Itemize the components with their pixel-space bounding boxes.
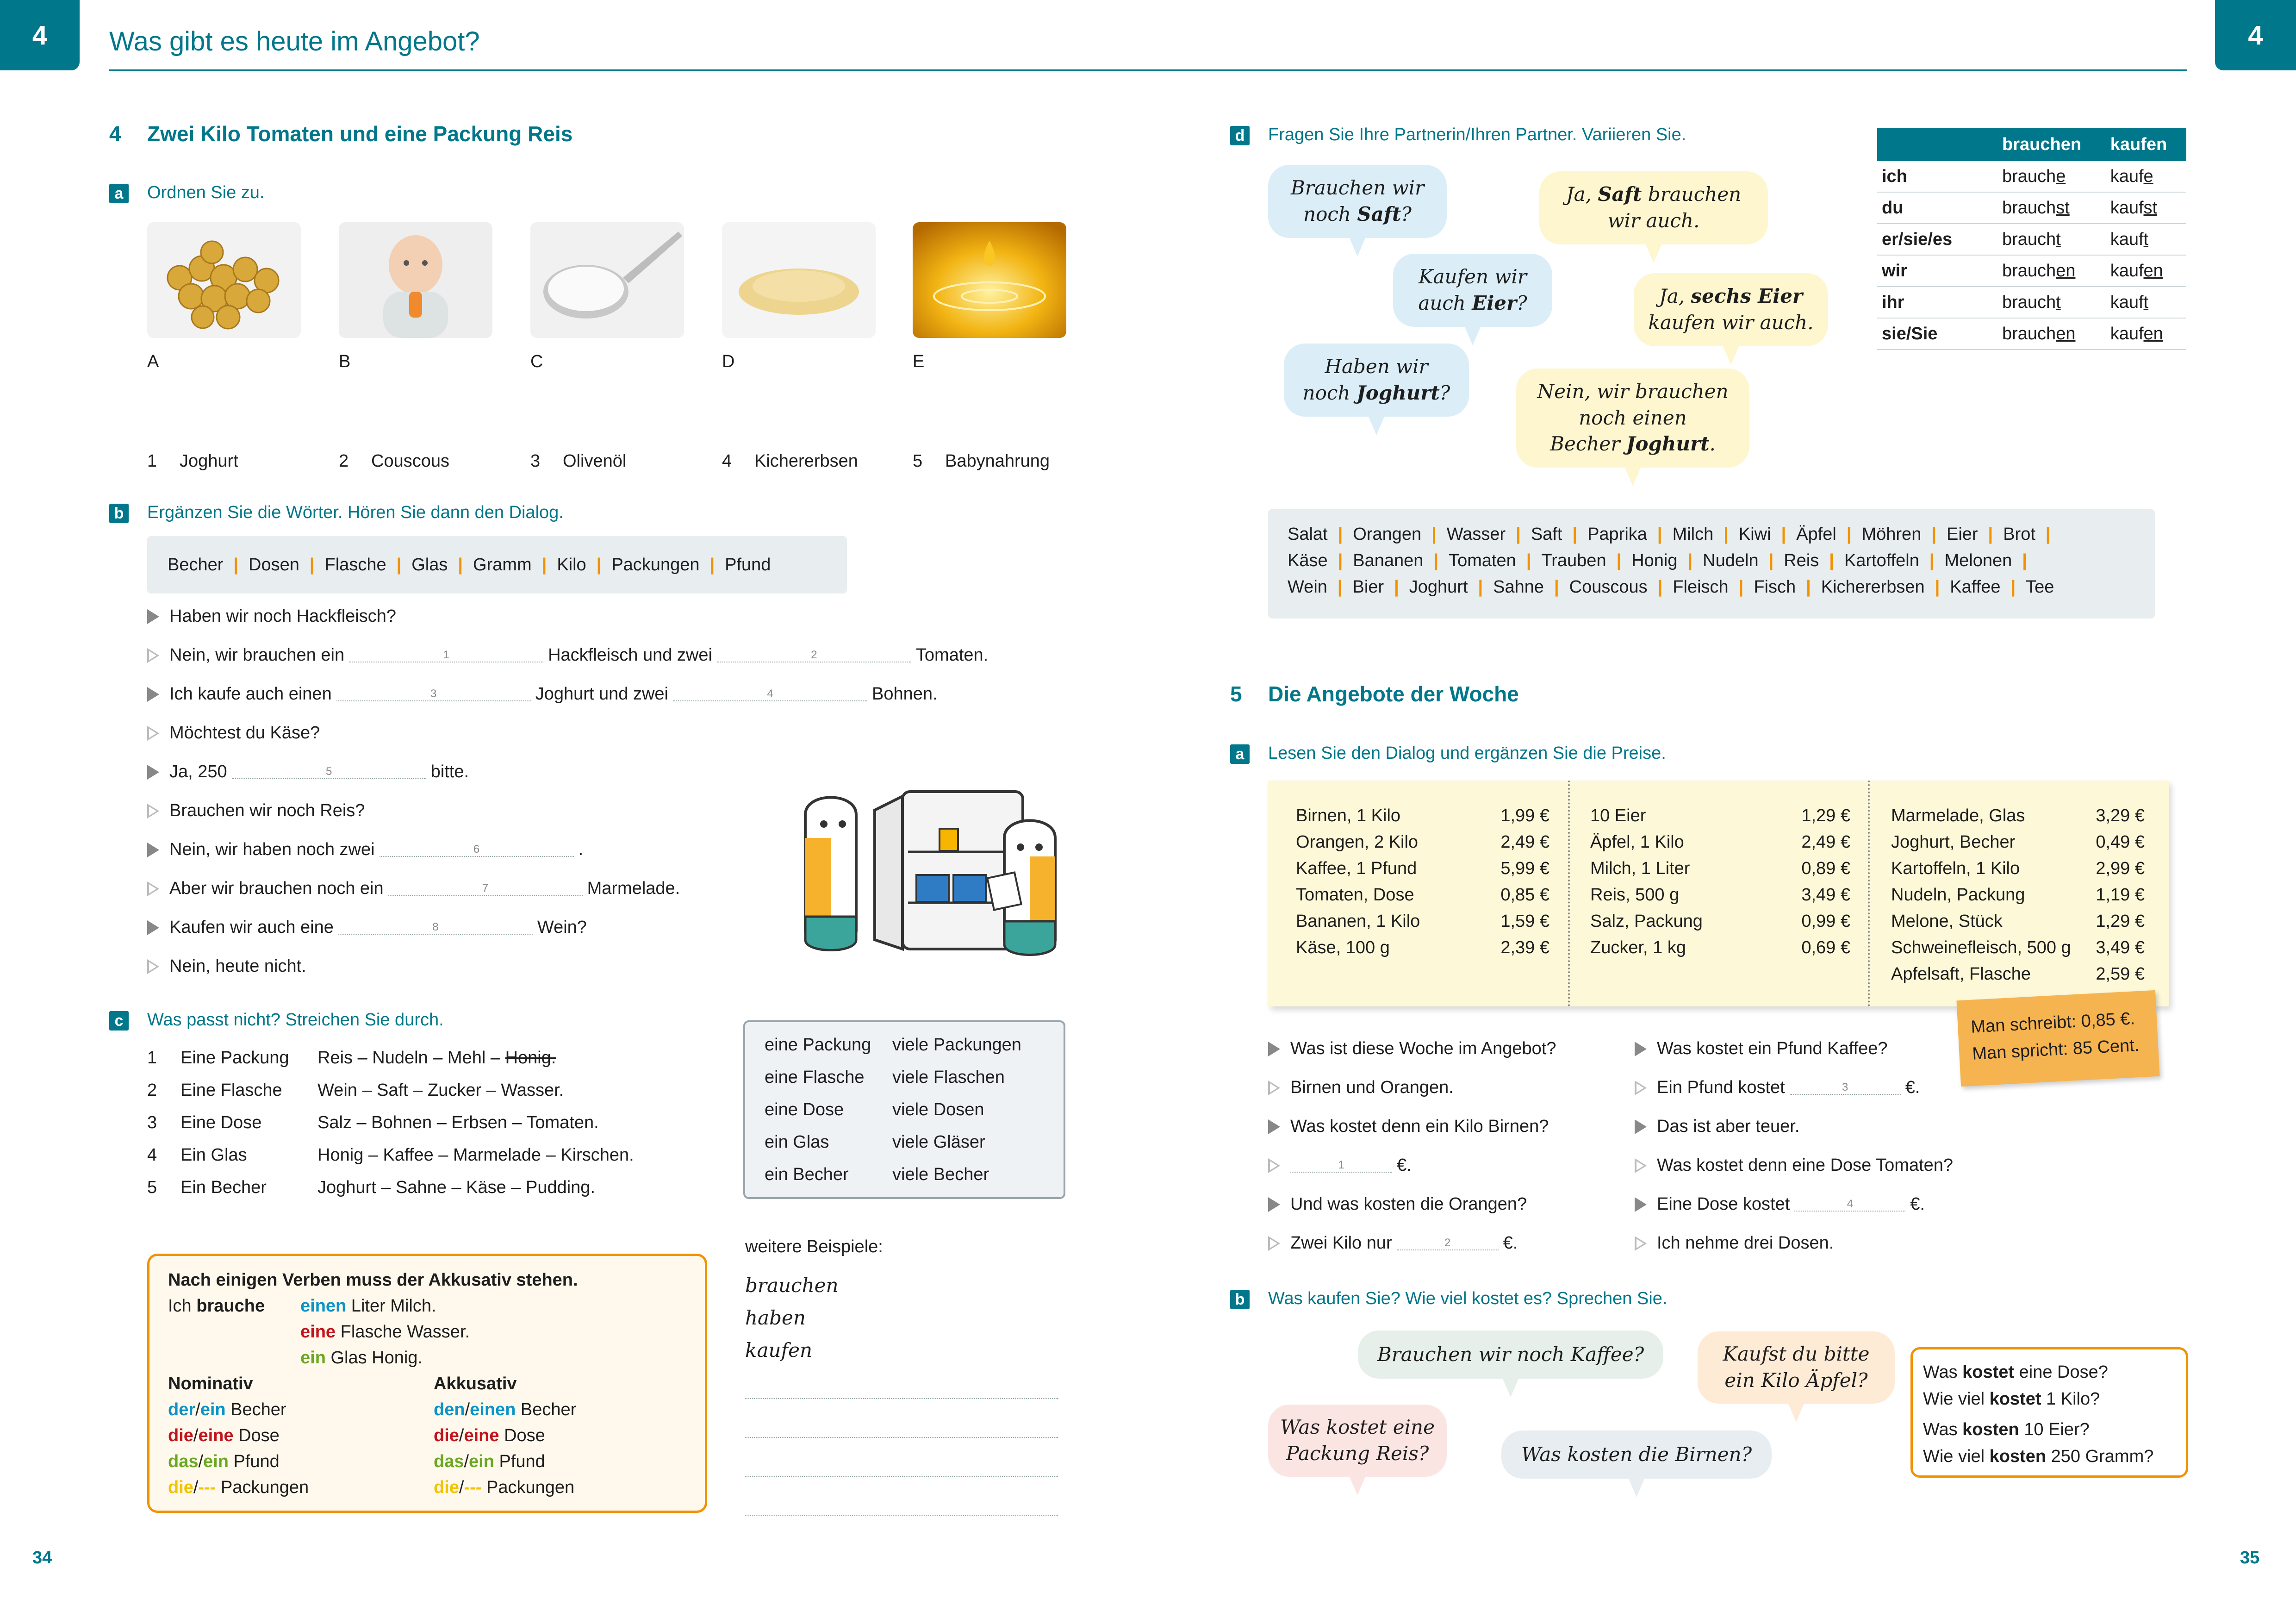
blank-input[interactable]: 3 bbox=[336, 687, 531, 701]
dialog-line: Möchtest du Käse? bbox=[147, 723, 320, 743]
blank-input[interactable]: 6 bbox=[380, 843, 574, 857]
blank-input[interactable]: 7 bbox=[388, 882, 583, 896]
task-instruction: Was kaufen Sie? Wie viel kostet es? Sprechen Sie. bbox=[1268, 1289, 1668, 1308]
question-box bbox=[1910, 1347, 2188, 1478]
speech-bubble-question: Kaufen wir auch Eier? bbox=[1393, 254, 1552, 327]
struck-word[interactable]: Honig. bbox=[505, 1048, 556, 1068]
blank-input[interactable]: 1 bbox=[349, 649, 543, 662]
speech-bubble-answer: Nein, wir brauchen noch einen Becher Joghurt. bbox=[1516, 369, 1749, 468]
table-header-row bbox=[1877, 128, 2186, 161]
dialog-line: Kaufen wir auch eine 8 Wein? bbox=[147, 918, 587, 937]
strike-row: 5 Ein Becher Joghurt – Sahne – Käse – Pudding. bbox=[147, 1178, 596, 1197]
speech-bubble-question: Haben wir noch Joghurt? bbox=[1284, 344, 1469, 417]
speaker-a-icon bbox=[1635, 1042, 1647, 1056]
table-row: du brauchst kaufst bbox=[1877, 192, 2186, 224]
sticky-note: Man schreibt: 0,85 €. Man spricht: 85 Cent. bbox=[1956, 990, 2159, 1087]
chapter-number: 4 bbox=[2248, 20, 2263, 50]
separator: | bbox=[596, 555, 602, 575]
question-line: Was kosten 10 Eier? bbox=[1923, 1420, 2090, 1439]
word-option: Gramm bbox=[473, 555, 532, 575]
title-rule bbox=[109, 69, 2187, 71]
photo-chickpeas bbox=[147, 222, 301, 338]
speaker-a-icon bbox=[1635, 1197, 1647, 1212]
dialog-line: Was kostet ein Pfund Kaffee? bbox=[1635, 1039, 1888, 1059]
price-row: Tomaten, Dose 0,85 € bbox=[1296, 885, 1549, 905]
strike-row: 4 Ein Glas Honig – Kaffee – Marmelade – Kirschen. bbox=[147, 1145, 634, 1165]
blank-input[interactable]: 4 bbox=[1794, 1198, 1905, 1212]
table-row: er/sie/es braucht kauft bbox=[1877, 224, 2186, 255]
speaker-b-icon bbox=[147, 804, 159, 818]
section-number: 4 bbox=[109, 122, 121, 146]
writing-line[interactable] bbox=[745, 1476, 1058, 1477]
price-row: Reis, 500 g 3,49 € bbox=[1590, 885, 1850, 905]
word-item: Kichererbsen bbox=[754, 451, 858, 471]
dialog-line: Was kostet denn ein Kilo Birnen? bbox=[1268, 1117, 1549, 1137]
speaker-b-icon bbox=[147, 726, 159, 741]
separator: | bbox=[458, 555, 463, 575]
task-letter: b bbox=[1230, 1290, 1250, 1309]
question-line: Wie viel kosten 250 Gramm? bbox=[1923, 1447, 2154, 1466]
speaker-a-icon bbox=[147, 687, 159, 702]
grammar-case-row: das/ein Pfund das/ein Pfund bbox=[168, 1452, 545, 1471]
dialog-line: Nein, heute nicht. bbox=[147, 956, 306, 976]
task-letter: c bbox=[109, 1011, 129, 1031]
speaker-b-icon bbox=[1635, 1236, 1647, 1251]
word-option: Kilo bbox=[557, 555, 586, 575]
plural-row: ein Becher viele Becher bbox=[765, 1165, 989, 1184]
price-row: Kartoffeln, 1 Kilo 2,99 € bbox=[1891, 859, 2145, 878]
price-row: Marmelade, Glas 3,29 € bbox=[1891, 806, 2145, 825]
word-number: 1 bbox=[147, 451, 157, 471]
word-box bbox=[147, 536, 847, 593]
dialog-line: Nein, wir haben noch zwei 6 . bbox=[147, 840, 583, 860]
task-letter: a bbox=[109, 184, 129, 203]
speech-bubble: Was kosten die Birnen? bbox=[1501, 1430, 1772, 1479]
price-row: 10 Eier 1,29 € bbox=[1590, 806, 1850, 825]
grammar-example: Ich brauche einen Liter Milch. bbox=[168, 1296, 436, 1316]
word-option: Packungen bbox=[611, 555, 700, 575]
photo-label-d: D bbox=[722, 352, 735, 371]
speech-bubble-answer: Ja, Saft brauchen wir auch. bbox=[1539, 171, 1768, 244]
separator: | bbox=[233, 555, 239, 575]
task-instruction: Ergänzen Sie die Wörter. Hören Sie dann den Dialog. bbox=[147, 503, 564, 522]
dialog-line: Was ist diese Woche im Angebot? bbox=[1268, 1039, 1556, 1059]
task-instruction: Lesen Sie den Dialog und ergänzen Sie die Preise. bbox=[1268, 743, 1666, 763]
photo-label-b: B bbox=[339, 352, 351, 371]
conjugation-table bbox=[1877, 128, 2186, 350]
dialog-line: Eine Dose kostet 4 €. bbox=[1635, 1194, 1925, 1214]
task-instruction: Was passt nicht? Streichen Sie durch. bbox=[147, 1010, 444, 1030]
plural-row: ein Glas viele Gläser bbox=[765, 1132, 985, 1152]
price-row: Schweinefleisch, 500 g 3,49 € bbox=[1891, 938, 2145, 957]
price-row: Melone, Stück 1,29 € bbox=[1891, 912, 2145, 931]
task-instruction: Fragen Sie Ihre Partnerin/Ihren Partner. Variieren Sie. bbox=[1268, 125, 1686, 144]
task-instruction: Ordnen Sie zu. bbox=[147, 183, 265, 202]
strike-row: 2 Eine Flasche Wein – Saft – Zucker – Wasser. bbox=[147, 1081, 564, 1100]
word-option: Flasche bbox=[324, 555, 386, 575]
grammar-case-header: Nominativ Akkusativ bbox=[168, 1374, 517, 1393]
blank-input[interactable]: 5 bbox=[232, 765, 426, 779]
section-title: Die Angebote der Woche bbox=[1268, 682, 1519, 706]
price-row: Orangen, 2 Kilo 2,49 € bbox=[1296, 832, 1549, 852]
task-letter: a bbox=[1230, 744, 1250, 764]
speaker-b-icon bbox=[1268, 1236, 1280, 1251]
speaker-b-icon bbox=[147, 648, 159, 663]
vocabulary-box bbox=[1268, 509, 2155, 618]
example-verb: brauchen bbox=[745, 1274, 839, 1297]
speaker-a-icon bbox=[147, 765, 159, 780]
strike-row: 1 Eine Packung Reis – Nudeln – Mehl – Honig. bbox=[147, 1048, 556, 1068]
price-row: Bananen, 1 Kilo 1,59 € bbox=[1296, 912, 1549, 931]
dialog-line: Was kostet denn eine Dose Tomaten? bbox=[1635, 1156, 1953, 1175]
dialog-line: Ein Pfund kostet 3 €. bbox=[1635, 1078, 1920, 1098]
price-row: Zucker, 1 kg 0,69 € bbox=[1590, 938, 1850, 957]
grammar-case-row: die/eine Dose die/eine Dose bbox=[168, 1426, 545, 1445]
blank-input[interactable]: 1 bbox=[1290, 1159, 1392, 1173]
speaker-b-icon bbox=[147, 881, 159, 896]
speech-bubble-question: Brauchen wir noch Saft? bbox=[1268, 165, 1447, 238]
grammar-example: eine Flasche Wasser. bbox=[300, 1322, 470, 1342]
separator: | bbox=[709, 555, 715, 575]
dialog-line: Nein, wir brauchen ein 1 Hackfleisch und zwei 2 Tomaten. bbox=[147, 645, 988, 665]
blank-input[interactable]: 2 bbox=[717, 649, 911, 662]
photo-couscous bbox=[722, 222, 876, 338]
dialog-line: Haben wir noch Hackfleisch? bbox=[147, 606, 396, 626]
blank-input[interactable]: 3 bbox=[1790, 1081, 1901, 1095]
dialog-line: Ich kaufe auch einen 3 Joghurt und zwei 4 Bohnen. bbox=[147, 684, 938, 704]
fridge-illustration bbox=[787, 782, 1074, 972]
offers-board bbox=[1268, 781, 2169, 1006]
strike-row: 3 Eine Dose Salz – Bohnen – Erbsen – Tomaten. bbox=[147, 1113, 599, 1132]
photo-label-e: E bbox=[913, 352, 925, 371]
price-row: Äpfel, 1 Kilo 2,49 € bbox=[1590, 832, 1850, 852]
photo-oil bbox=[913, 222, 1066, 338]
table-row: ich brauche kaufe bbox=[1877, 161, 2186, 192]
table-row: wir brauchen kaufen bbox=[1877, 255, 2186, 287]
dialog-line: Und was kosten die Orangen? bbox=[1268, 1194, 1527, 1214]
speaker-b-icon bbox=[1635, 1158, 1647, 1173]
dialog-line: Aber wir brauchen noch ein 7 Marmelade. bbox=[147, 879, 680, 899]
word-number: 5 bbox=[913, 451, 923, 471]
speech-bubble: Brauchen wir noch Kaffee? bbox=[1358, 1330, 1663, 1379]
photo-baby bbox=[339, 222, 492, 338]
word-option: Glas bbox=[411, 555, 448, 575]
dialog-line: Ich nehme drei Dosen. bbox=[1635, 1233, 1834, 1253]
column-divider bbox=[1868, 781, 1870, 1006]
photo-label-a: A bbox=[147, 352, 159, 371]
section-title: Zwei Kilo Tomaten und eine Packung Reis bbox=[147, 122, 573, 146]
speaker-a-icon bbox=[1268, 1119, 1280, 1134]
price-row: Milch, 1 Liter 0,89 € bbox=[1590, 859, 1850, 878]
speech-bubble: Was kostet eine Packung Reis? bbox=[1268, 1405, 1447, 1477]
speaker-b-icon bbox=[1268, 1081, 1280, 1095]
task-letter: d bbox=[1230, 126, 1250, 145]
word-option: Dosen bbox=[249, 555, 299, 575]
dialog-line: Birnen und Orangen. bbox=[1268, 1078, 1454, 1098]
grammar-heading: Nach einigen Verben muss der Akkusativ stehen. bbox=[168, 1270, 578, 1290]
chapter-number: 4 bbox=[32, 20, 48, 50]
table-row: ihr braucht kauft bbox=[1877, 287, 2186, 318]
speaker-b-icon bbox=[147, 959, 159, 974]
word-item: Olivenöl bbox=[563, 451, 627, 471]
word-item: Babynahrung bbox=[945, 451, 1050, 471]
separator: | bbox=[541, 555, 547, 575]
speaker-a-icon bbox=[147, 609, 159, 624]
word-number: 3 bbox=[530, 451, 541, 471]
column-divider bbox=[1568, 781, 1570, 1006]
word-item: Couscous bbox=[371, 451, 449, 471]
photo-spoon-yoghurt bbox=[530, 222, 684, 338]
price-row: Salz, Packung 0,99 € bbox=[1590, 912, 1850, 931]
speaker-a-icon bbox=[147, 843, 159, 857]
vocab-line: Käse | Bananen | Tomaten | Trauben | Honig | Nudeln | Reis | Kartoffeln | Melonen | bbox=[1288, 551, 2027, 570]
photo-label-c: C bbox=[530, 352, 543, 371]
page-number-right: 35 bbox=[2240, 1548, 2260, 1568]
dialog-line: 1 €. bbox=[1268, 1156, 1412, 1175]
plural-box bbox=[743, 1020, 1065, 1199]
plural-row: eine Dose viele Dosen bbox=[765, 1100, 984, 1119]
page-title: Was gibt es heute im Angebot? bbox=[109, 26, 480, 56]
plural-row: eine Flasche viele Flaschen bbox=[765, 1068, 1005, 1087]
speaker-b-icon bbox=[1268, 1158, 1280, 1173]
word-option: Becher bbox=[168, 555, 224, 575]
price-row: Kaffee, 1 Pfund 5,99 € bbox=[1296, 859, 1549, 878]
speaker-b-icon bbox=[1635, 1081, 1647, 1095]
section-number: 5 bbox=[1230, 682, 1242, 706]
dialog-line: Ja, 250 5 bitte. bbox=[147, 762, 469, 782]
speaker-a-icon bbox=[1268, 1197, 1280, 1212]
speech-bubble-answer: Ja, sechs Eier kaufen wir auch. bbox=[1634, 273, 1828, 346]
writing-line[interactable] bbox=[745, 1515, 1058, 1516]
dialog-line: Brauchen wir noch Reis? bbox=[147, 801, 365, 821]
table-header: brauchen bbox=[1997, 128, 2106, 161]
dialog-line: Zwei Kilo nur 2 €. bbox=[1268, 1233, 1518, 1253]
grammar-box bbox=[147, 1254, 707, 1513]
price-column bbox=[1296, 803, 1549, 961]
price-column bbox=[1891, 803, 2145, 987]
grammar-example: ein Glas Honig. bbox=[300, 1348, 423, 1368]
question-line: Was kostet eine Dose? bbox=[1923, 1362, 2108, 1382]
price-row: Apfelsaft, Flasche 2,59 € bbox=[1891, 964, 2145, 984]
plural-row: eine Packung viele Packungen bbox=[765, 1035, 1021, 1055]
chapter-badge-left bbox=[0, 0, 80, 70]
price-row: Nudeln, Packung 1,19 € bbox=[1891, 885, 2145, 905]
example-verb: haben bbox=[745, 1306, 806, 1329]
speaker-a-icon bbox=[1268, 1042, 1280, 1056]
writing-line[interactable] bbox=[745, 1398, 1058, 1399]
price-row: Joghurt, Becher 0,49 € bbox=[1891, 832, 2145, 852]
dialog-line: Das ist aber teuer. bbox=[1635, 1117, 1799, 1137]
word-item: Joghurt bbox=[180, 451, 238, 471]
price-row: Birnen, 1 Kilo 1,99 € bbox=[1296, 806, 1549, 825]
question-line: Wie viel kostet 1 Kilo? bbox=[1923, 1389, 2100, 1409]
speaker-a-icon bbox=[1635, 1119, 1647, 1134]
price-row: Käse, 100 g 2,39 € bbox=[1296, 938, 1549, 957]
task-letter: b bbox=[109, 504, 129, 523]
table-header bbox=[1877, 128, 1997, 161]
blank-input[interactable]: 4 bbox=[673, 687, 867, 701]
example-verb: kaufen bbox=[745, 1339, 812, 1362]
blank-input[interactable]: 2 bbox=[1397, 1237, 1499, 1250]
blank-input[interactable]: 8 bbox=[338, 921, 533, 935]
more-examples-label: weitere Beispiele: bbox=[745, 1237, 883, 1256]
writing-line[interactable] bbox=[745, 1437, 1058, 1438]
word-number: 2 bbox=[339, 451, 349, 471]
speaker-a-icon bbox=[147, 920, 159, 935]
chapter-badge-right bbox=[2215, 0, 2296, 70]
speech-bubble: Kaufst du bitte ein Kilo Äpfel? bbox=[1698, 1331, 1895, 1404]
grammar-case-row: der/ein Becher den/einen Becher bbox=[168, 1400, 577, 1419]
table-header: kaufen bbox=[2106, 128, 2186, 161]
table-row: sie/Sie brauchen kaufen bbox=[1877, 318, 2186, 350]
grammar-case-row: die/--- Packungen die/--- Packungen bbox=[168, 1478, 575, 1497]
page-number-left: 34 bbox=[32, 1548, 52, 1568]
vocab-line: Salat | Orangen | Wasser | Saft | Paprika | Milch | Kiwi | Äpfel | Möhren | Eier | Brot | bbox=[1288, 525, 2051, 544]
word-option: Pfund bbox=[725, 555, 771, 575]
vocab-line: Wein | Bier | Joghurt | Sahne | Couscous | Fleisch | Fisch | Kichererbsen | Kaffee | Tee bbox=[1288, 577, 2054, 597]
separator: | bbox=[396, 555, 402, 575]
price-column bbox=[1590, 803, 1850, 961]
word-number: 4 bbox=[722, 451, 732, 471]
separator: | bbox=[309, 555, 315, 575]
